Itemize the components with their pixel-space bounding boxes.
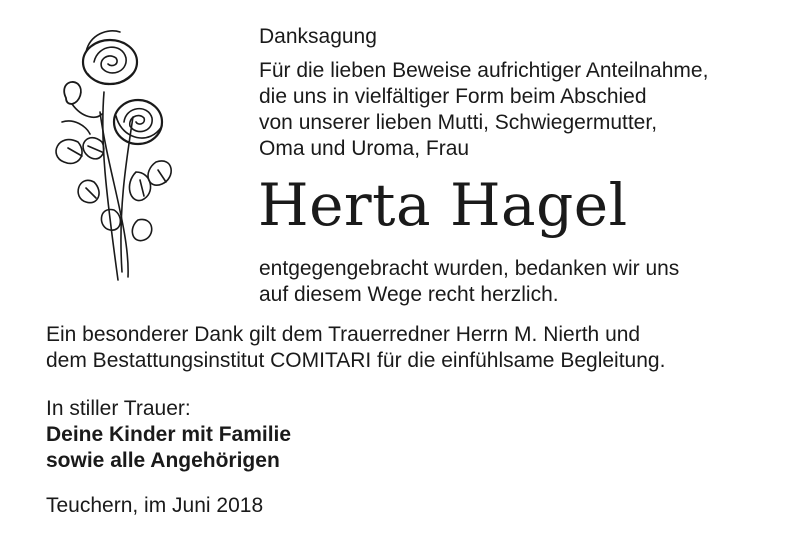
intro-line: die uns in vielfältiger Form beim Abschied — [259, 85, 647, 108]
special-thanks-line: Ein besonderer Dank gilt dem Trauerredner Herrn M. Nierth und — [46, 323, 641, 346]
notice-heading: Danksagung — [259, 25, 377, 48]
rose-illustration-icon — [38, 22, 178, 284]
thanks-line: entgegengebracht wurden, bedanken wir uns — [259, 257, 680, 280]
intro-line: von unserer lieben Mutti, Schwiegermutter, — [259, 111, 658, 134]
family-line: sowie alle Angehörigen — [46, 449, 280, 472]
thanks-paragraph — [259, 256, 679, 308]
intro-line: Oma und Uroma, Frau — [259, 137, 470, 160]
special-thanks-paragraph — [46, 322, 665, 374]
mourning-label: In stiller Trauer: — [46, 397, 191, 420]
thanks-line: auf diesem Wege recht herzlich. — [259, 283, 559, 306]
place-date: Teuchern, im Juni 2018 — [46, 494, 264, 517]
intro-line: Für die lieben Beweise aufrichtiger Anteilnahme, — [259, 59, 709, 82]
intro-paragraph — [259, 58, 708, 162]
mourning-signoff — [46, 396, 291, 474]
deceased-name: Herta Hagel — [258, 171, 628, 239]
family-line: Deine Kinder mit Familie — [46, 423, 292, 446]
special-thanks-line: dem Bestattungsinstitut COMITARI für die einfühlsame Begleitung. — [46, 349, 666, 372]
